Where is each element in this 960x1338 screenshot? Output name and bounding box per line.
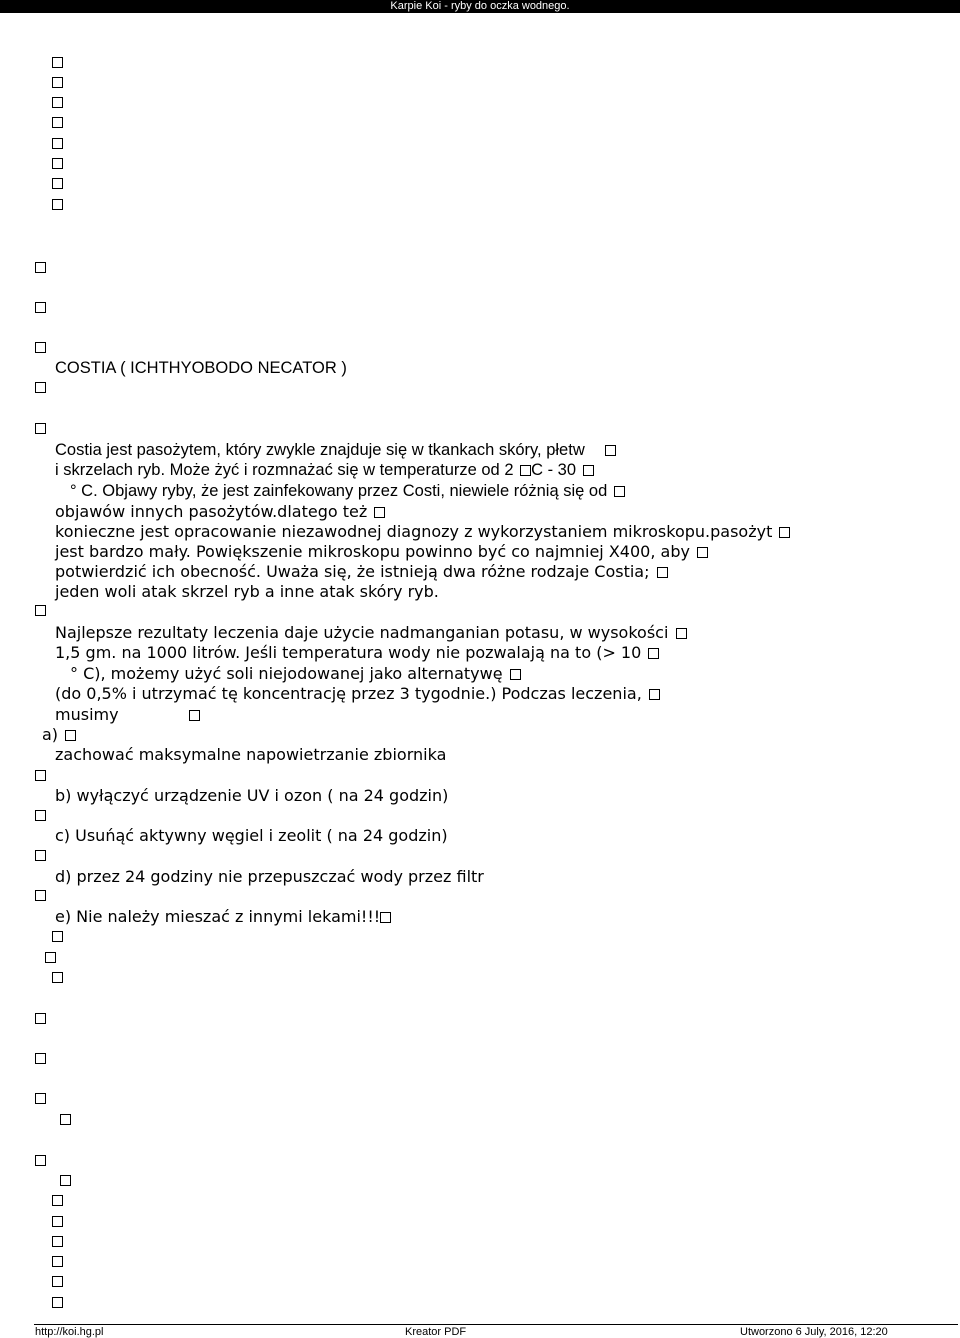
p2-line-1: Najlepsze rezultaty leczenia daje użycie nadmanganian potasu, w wysokości xyxy=(55,623,687,643)
list-item-e: e) Nie należy mieszać z innymi lekami!!! xyxy=(55,907,391,927)
list-marker: a) xyxy=(42,725,76,745)
missing-glyph-icon xyxy=(35,342,46,353)
p1-line-5: konieczne jest opracowanie niezawodnej diagnozy z wykorzystaniem mikroskopu.pasożyt xyxy=(55,522,790,542)
missing-glyph-icon xyxy=(45,952,56,963)
missing-glyph-icon xyxy=(52,138,63,149)
missing-glyph-icon xyxy=(52,77,63,88)
missing-glyph-icon xyxy=(697,547,708,558)
p1-line-1: Costia jest pasożytem, który zwykle znajduje się w tkankach skóry, płetw xyxy=(55,440,616,460)
list-item-d: d) przez 24 godziny nie przepuszczać wody przez filtr xyxy=(55,867,484,886)
missing-glyph-icon xyxy=(52,1256,63,1267)
p2-line-2: 1,5 gm. na 1000 litrów. Jeśli temperatura wody nie pozwalają na to (> 10 xyxy=(55,643,659,663)
missing-glyph-icon xyxy=(52,1276,63,1287)
missing-glyph-icon xyxy=(52,1195,63,1206)
missing-glyph-icon xyxy=(52,199,63,210)
missing-glyph-icon xyxy=(35,605,46,616)
p1-line-3: ° C. Objawy ryby, że jest zainfekowany przez Costi, niewiele różnią się od xyxy=(70,481,625,501)
missing-glyph-icon xyxy=(35,770,46,781)
missing-glyph-icon xyxy=(35,302,46,313)
missing-glyph-icon xyxy=(779,527,790,538)
p1-line-8: jeden woli atak skrzel ryb a inne atak skóry ryb. xyxy=(55,582,439,601)
missing-glyph-icon xyxy=(35,423,46,434)
missing-glyph-icon xyxy=(52,97,63,108)
footer-divider xyxy=(34,1324,958,1325)
missing-glyph-icon xyxy=(510,669,521,680)
missing-glyph-icon xyxy=(35,1053,46,1064)
missing-glyph-icon xyxy=(35,382,46,393)
missing-glyph-icon xyxy=(52,178,63,189)
list-item-c: c) Usuńąć aktywny węgiel i zeolit ( na 24 godzin) xyxy=(55,826,448,845)
page-header xyxy=(0,0,960,13)
missing-glyph-icon xyxy=(35,1093,46,1104)
missing-glyph-icon xyxy=(52,1297,63,1308)
missing-glyph-icon xyxy=(676,628,687,639)
missing-glyph-icon xyxy=(649,689,660,700)
missing-glyph-icon xyxy=(583,465,594,476)
missing-glyph-icon xyxy=(657,567,668,578)
missing-glyph-icon xyxy=(52,972,63,983)
missing-glyph-icon xyxy=(52,1216,63,1227)
missing-glyph-icon xyxy=(374,507,385,518)
missing-glyph-icon xyxy=(614,486,625,497)
missing-glyph-icon xyxy=(35,1013,46,1024)
missing-glyph-icon xyxy=(35,850,46,861)
p1-line-7: potwierdzić ich obecność. Uważa się, że istnieją dwa różne rodzaje Costia; xyxy=(55,562,668,582)
header-title: Karpie Koi - ryby do oczka wodnego. xyxy=(390,0,570,12)
article-heading: COSTIA ( ICHTHYOBODO NECATOR ) xyxy=(55,359,347,377)
missing-glyph-icon xyxy=(35,262,46,273)
list-item-b: b) wyłączyć urządzenie UV i ozon ( na 24 godzin) xyxy=(55,786,449,805)
missing-glyph-icon xyxy=(52,117,63,128)
missing-glyph-icon xyxy=(520,465,531,476)
missing-glyph-icon xyxy=(60,1175,71,1186)
missing-glyph-icon xyxy=(65,730,76,741)
list-item-a: zachować maksymalne napowietrzanie zbiornika xyxy=(55,745,447,764)
missing-glyph-icon xyxy=(380,912,391,923)
missing-glyph-icon xyxy=(35,890,46,901)
missing-glyph-icon xyxy=(35,1155,46,1166)
p1-line-6: jest bardzo mały. Powiększenie mikroskopu powinno być co najmniej X400, aby xyxy=(55,542,708,562)
p1-line-2: i skrzelach ryb. Może żyć i rozmnażać się w temperaturze od 2 C - 30 xyxy=(55,460,594,480)
p1-line-4: objawów innych pasożytów.dlatego też xyxy=(55,502,385,522)
p2-line-5: musimy xyxy=(55,705,200,725)
missing-glyph-icon xyxy=(52,158,63,169)
missing-glyph-icon xyxy=(52,931,63,942)
missing-glyph-icon xyxy=(648,648,659,659)
footer-url[interactable]: http://koi.hg.pl xyxy=(35,1326,104,1338)
missing-glyph-icon xyxy=(605,445,616,456)
missing-glyph-icon xyxy=(189,710,200,721)
footer-created: Utworzono 6 July, 2016, 12:20 xyxy=(740,1326,888,1338)
missing-glyph-icon xyxy=(60,1114,71,1125)
p2-line-3: ° C), możemy użyć soli niejodowanej jako alternatywę xyxy=(70,664,521,684)
p2-line-4: (do 0,5% i utrzymać tę koncentrację przez 3 tygodnie.) Podczas leczenia, xyxy=(55,684,660,704)
missing-glyph-icon xyxy=(52,1236,63,1247)
missing-glyph-icon xyxy=(52,57,63,68)
missing-glyph-icon xyxy=(35,810,46,821)
footer-creator: Kreator PDF xyxy=(405,1326,467,1338)
